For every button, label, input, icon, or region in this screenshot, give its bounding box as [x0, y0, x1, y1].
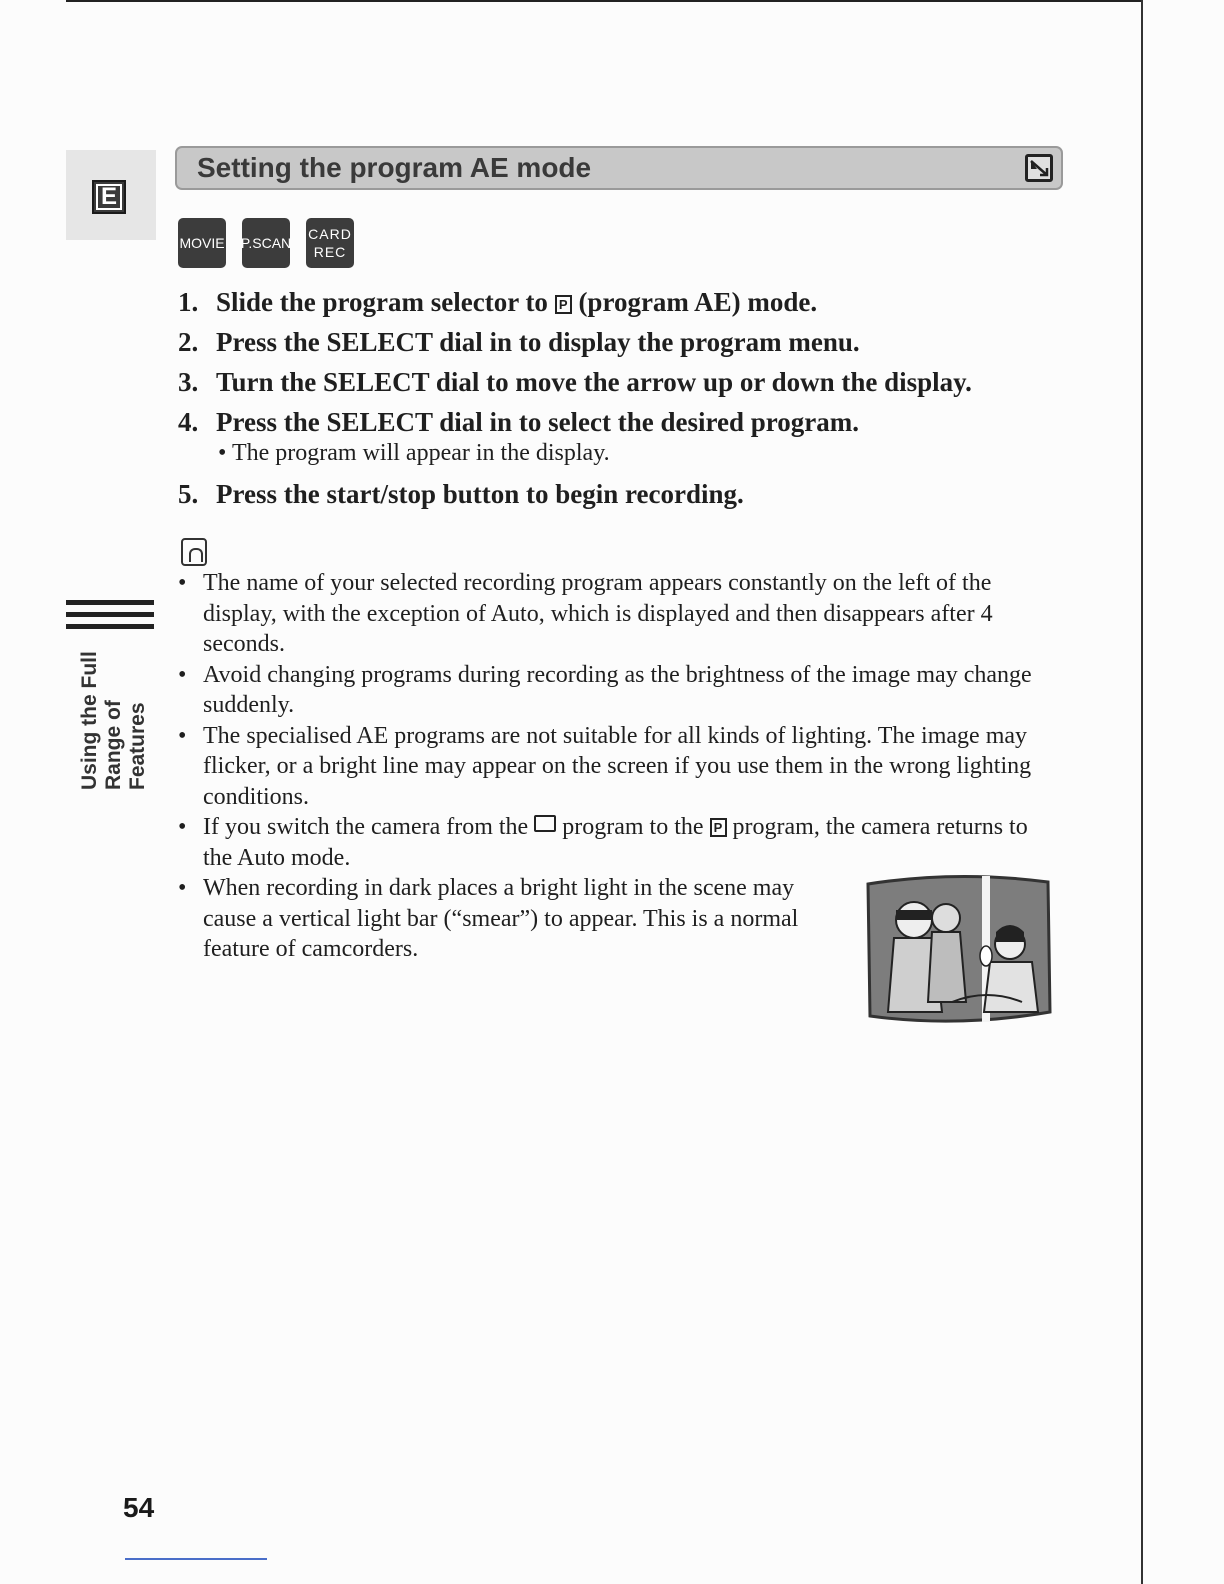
- program-p-icon: P: [555, 295, 572, 314]
- side-label-line2: Range of Features: [102, 700, 149, 790]
- mode-icons: [178, 218, 354, 268]
- step-number: 5.: [178, 479, 199, 509]
- step-number: 1.: [178, 287, 199, 317]
- top-rule: [66, 0, 1142, 2]
- auto-mode-icon: [534, 815, 556, 832]
- step-text: Press the SELECT dial in to display the program menu.: [216, 327, 860, 357]
- step-number: 4.: [178, 407, 199, 437]
- step-text: Press the SELECT dial in to select the desired program.: [216, 407, 860, 437]
- language-tab-label: E: [96, 184, 122, 210]
- note-item: [178, 812, 1058, 873]
- step-4: [178, 402, 1078, 442]
- page-number: 54: [123, 1492, 155, 1523]
- movie-mode-label: MOVIE: [179, 235, 225, 251]
- step-5: [178, 474, 1078, 514]
- step-3: [178, 362, 1078, 402]
- step-text: Turn the SELECT dial to move the arrow up or down the display.: [216, 367, 972, 397]
- steps-list: [178, 282, 1078, 514]
- note-text: If you switch the camera from the: [203, 814, 535, 840]
- smear-illustration: [862, 872, 1052, 1024]
- step-text: Slide the program selector to: [216, 287, 555, 317]
- program-p-icon: P: [710, 818, 727, 837]
- bottom-link-rule: [125, 1558, 267, 1560]
- step-4-sub: • The program will appear in the display.: [178, 438, 1078, 468]
- section-header: [175, 146, 1063, 190]
- step-number: 3.: [178, 367, 199, 397]
- note-item: • The name of your selected recording program appears constantly on the left of the display, with the exception of Auto, which is displayed and then disappears after 4 seconds.: [178, 568, 1058, 660]
- language-tab: [92, 180, 126, 214]
- step-text: Press the start/stop button to begin recording.: [216, 479, 744, 509]
- movie-mode-icon: [178, 218, 226, 268]
- step-text: (program AE) mode.: [571, 287, 818, 317]
- step-1: [178, 282, 1078, 322]
- note-item: • When recording in dark places a bright light in the scene may cause a vertical light bar (“smear”) to appear. This is a normal feature of camcorders.: [178, 873, 843, 965]
- side-label-line1: Using the Full: [78, 651, 101, 790]
- section-title: Setting the program AE mode: [197, 152, 592, 183]
- program-ae-icon: [1025, 154, 1053, 182]
- pscan-mode-label: P.SCAN: [240, 235, 292, 251]
- card-rec-label-line2: REC: [313, 244, 347, 260]
- note-text: program to the: [556, 814, 710, 840]
- step-number: 2.: [178, 327, 199, 357]
- card-rec-mode-icon: [306, 218, 354, 268]
- step-2: [178, 322, 1078, 362]
- pscan-mode-icon: [242, 218, 290, 268]
- note-text: program, the camera returns to the Auto mode.: [203, 814, 1028, 871]
- card-rec-label-line1: CARD: [308, 226, 352, 242]
- note-item: • The specialised AE programs are not suitable for all kinds of lighting. The image may flicker, or a bright line may appear on the screen if you use them in the wrong lighting conditions.: [178, 721, 1058, 813]
- note-icon: [181, 538, 207, 566]
- right-rule: [1141, 0, 1143, 1584]
- note-item: • Avoid changing programs during recording as the brightness of the image may change suddenly.: [178, 660, 1058, 721]
- side-section-label: [78, 630, 158, 790]
